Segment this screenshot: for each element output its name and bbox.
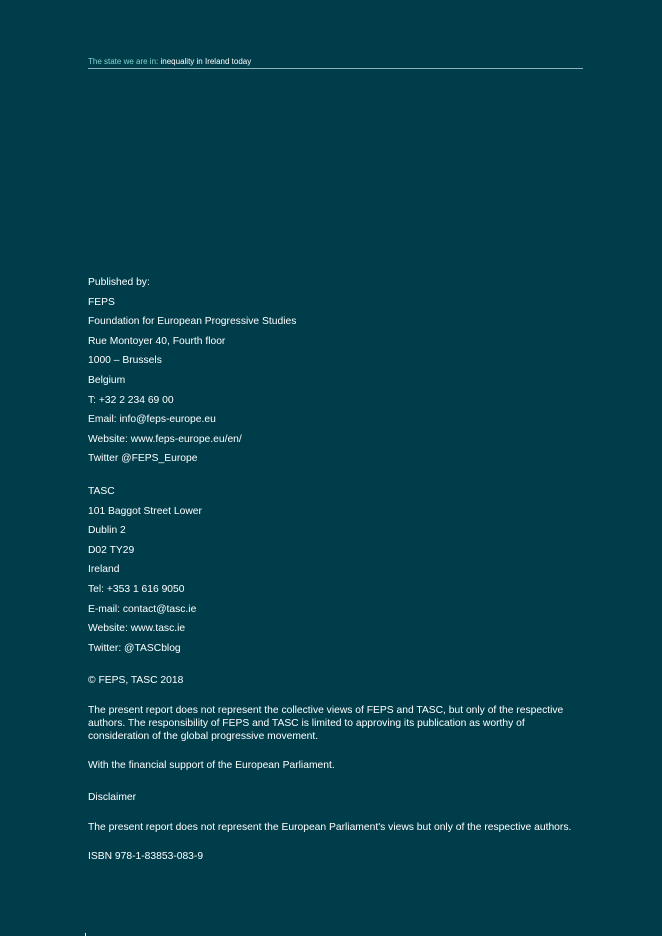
financial-support-line: With the financial support of the European Parliament. (88, 759, 335, 771)
feps-name-full: Foundation for European Progressive Studies (88, 316, 297, 328)
tasc-phone: Tel: +353 1 616 9050 (88, 583, 185, 595)
feps-website: Website: www.feps-europe.eu/en/ (88, 433, 242, 445)
spacer (88, 691, 583, 704)
feps-city: 1000 – Brussels (88, 355, 162, 367)
spacer (88, 743, 583, 756)
spacer (88, 808, 583, 821)
responsibility-notice: The present report does not represent the collective views of FEPS and TASC, but only of the respective authors. The responsibility of FEPS and TASC is limited to approving its publication as worthy of consideration of the global progressive movement. (88, 704, 564, 742)
imprint-block (88, 273, 583, 867)
feps-email: Email: info@feps-europe.eu (88, 414, 216, 426)
feps-phone: T: +32 2 234 69 00 (88, 394, 174, 406)
disclaimer-text: The present report does not represent the European Parliament's views but only of the respective authors. (88, 822, 572, 834)
feps-street: Rue Montoyer 40, Fourth floor (88, 335, 226, 347)
tasc-twitter: Twitter: @TASCblog (88, 642, 181, 654)
feps-name-short: FEPS (88, 296, 115, 308)
spacer (88, 469, 583, 482)
feps-address-block (88, 273, 583, 469)
feps-country: Belgium (88, 374, 126, 386)
disclaimer-title: Disclaimer (88, 792, 137, 804)
tasc-postcode: D02 TY29 (88, 544, 135, 556)
isbn-line: ISBN 978-1-83853-083-9 (88, 851, 204, 863)
tasc-address-block (88, 482, 583, 658)
header-series: The state we are in: (88, 57, 159, 66)
spacer (88, 658, 583, 671)
spacer (88, 834, 583, 847)
header-subject: inequality in Ireland today (160, 57, 252, 66)
tasc-country: Ireland (88, 564, 120, 576)
tasc-street: 101 Baggot Street Lower (88, 505, 202, 517)
copyright-line: © FEPS, TASC 2018 (88, 675, 184, 687)
tasc-city: Dublin 2 (88, 525, 126, 537)
tasc-name: TASC (88, 485, 115, 497)
published-by-label: Published by: (88, 277, 150, 288)
running-header (88, 57, 583, 69)
tasc-email: E-mail: contact@tasc.ie (88, 603, 197, 615)
feps-twitter: Twitter @FEPS_Europe (88, 453, 198, 465)
spacer (88, 775, 583, 788)
tasc-website: Website: www.tasc.ie (88, 623, 186, 635)
